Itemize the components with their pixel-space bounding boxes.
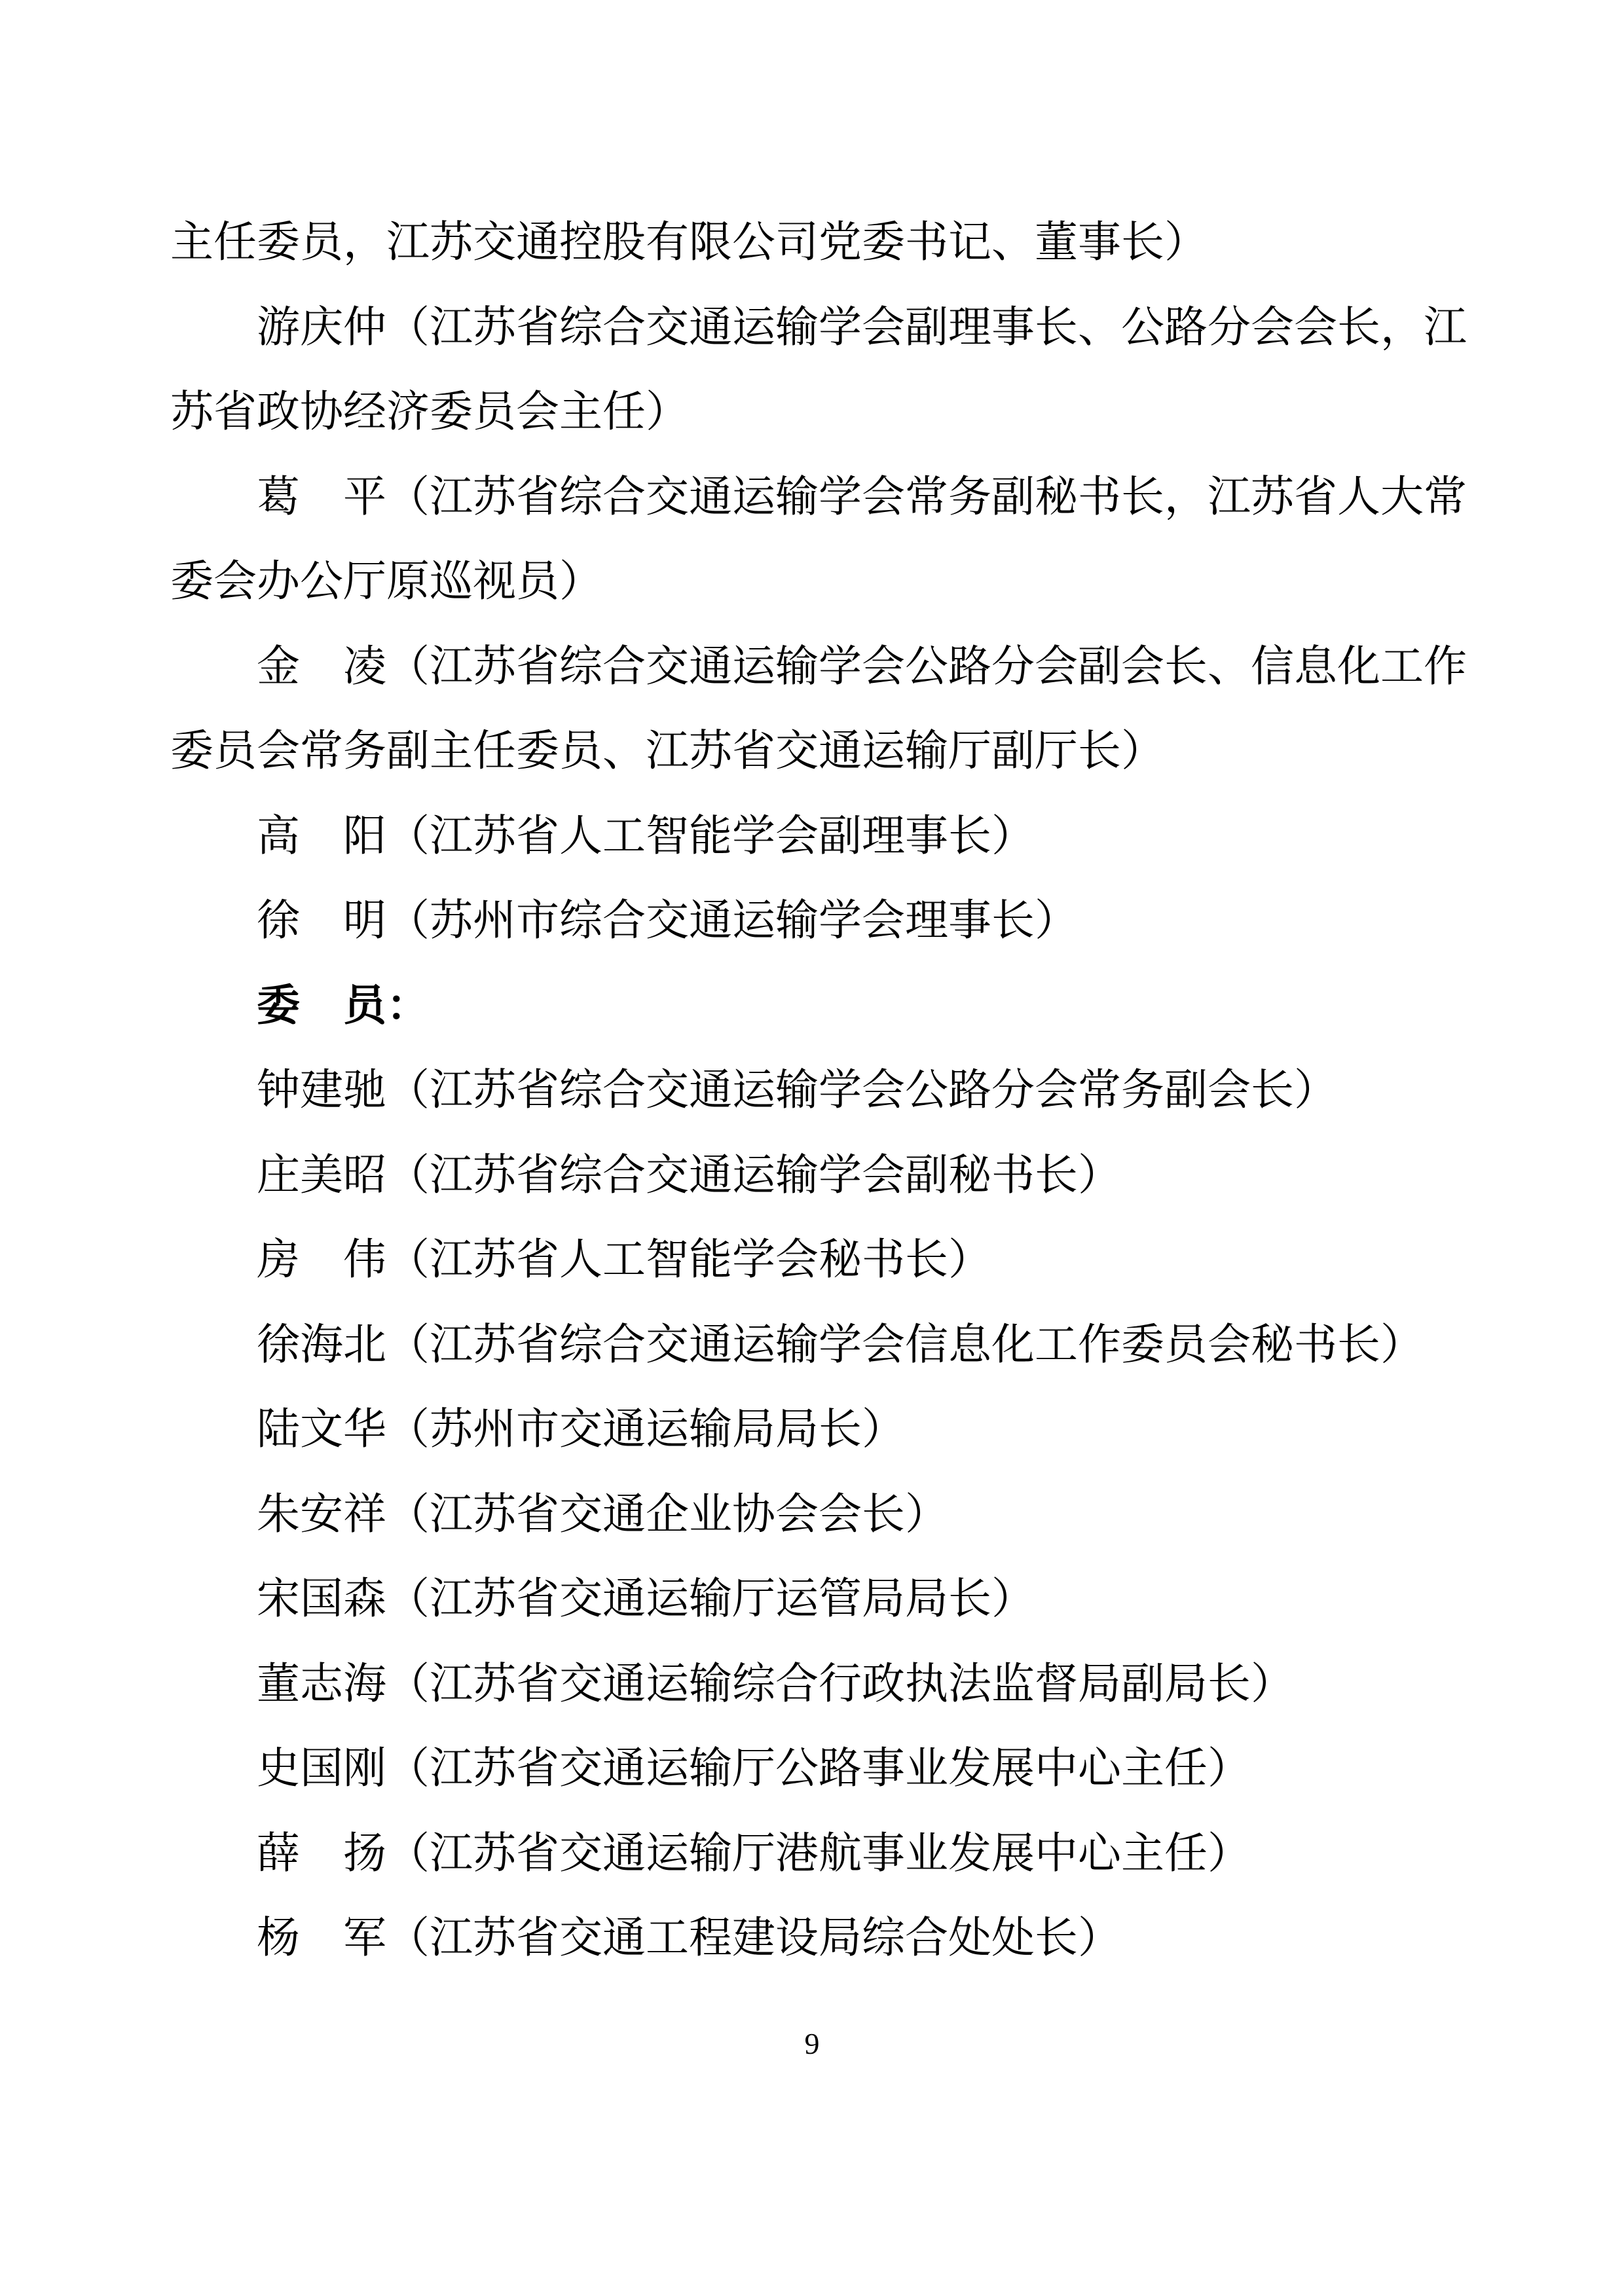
document-line: 陆文华（苏州市交通运输局局长） [257,1406,905,1453]
document-line: 朱安祥（江苏省交通企业协会会长） [257,1490,948,1539]
document-line: 苏省政协经济委员会主任） [170,388,689,436]
document-line: 董志海（江苏省交通运输综合行政执法监督局副局长） [257,1660,1294,1708]
document-line: 金 凌（江苏省综合交通运输学会公路分会副会长、信息化工作 [257,642,1467,691]
document-line: 庄美昭（江苏省综合交通运输学会副秘书长） [257,1151,1121,1199]
document-line: 薛 扬（江苏省交通运输厅港航事业发展中心主任） [257,1829,1251,1878]
document-line: 委员会常务副主任委员、江苏省交通运输厅副厅长） [170,727,1164,775]
document-line: 徐 明（苏州市综合交通运输学会理事长） [257,897,1078,945]
document-line: 房 伟（江苏省人工智能学会秘书长） [257,1236,991,1284]
document-line: 游庆仲（江苏省综合交通运输学会副理事长、公路分会会长，江 [257,303,1467,352]
document-line: 委会办公厅原巡视员） [170,558,602,606]
document-line: 钟建驰（江苏省综合交通运输学会公路分会常务副会长） [257,1066,1337,1114]
section-label-members: 委 员： [257,981,430,1030]
document-body [170,200,1473,1981]
document-line: 史国刚（江苏省交通运输厅公路事业发展中心主任） [257,1745,1251,1793]
document-line: 徐海北（江苏省综合交通运输学会信息化工作委员会秘书长） [257,1321,1424,1369]
document-line: 主任委员，江苏交通控股有限公司党委书记、董事长） [170,219,1208,266]
document-line: 葛 平（江苏省综合交通运输学会常务副秘书长，江苏省人大常 [257,473,1467,521]
document-line: 杨 军（江苏省交通工程建设局综合处处长） [257,1914,1121,1962]
document-line: 宋国森（江苏省交通运输厅运管局局长） [257,1575,1035,1623]
document-line: 高 阳（江苏省人工智能学会副理事长） [257,812,1035,860]
page-number: 9 [804,2027,820,2060]
